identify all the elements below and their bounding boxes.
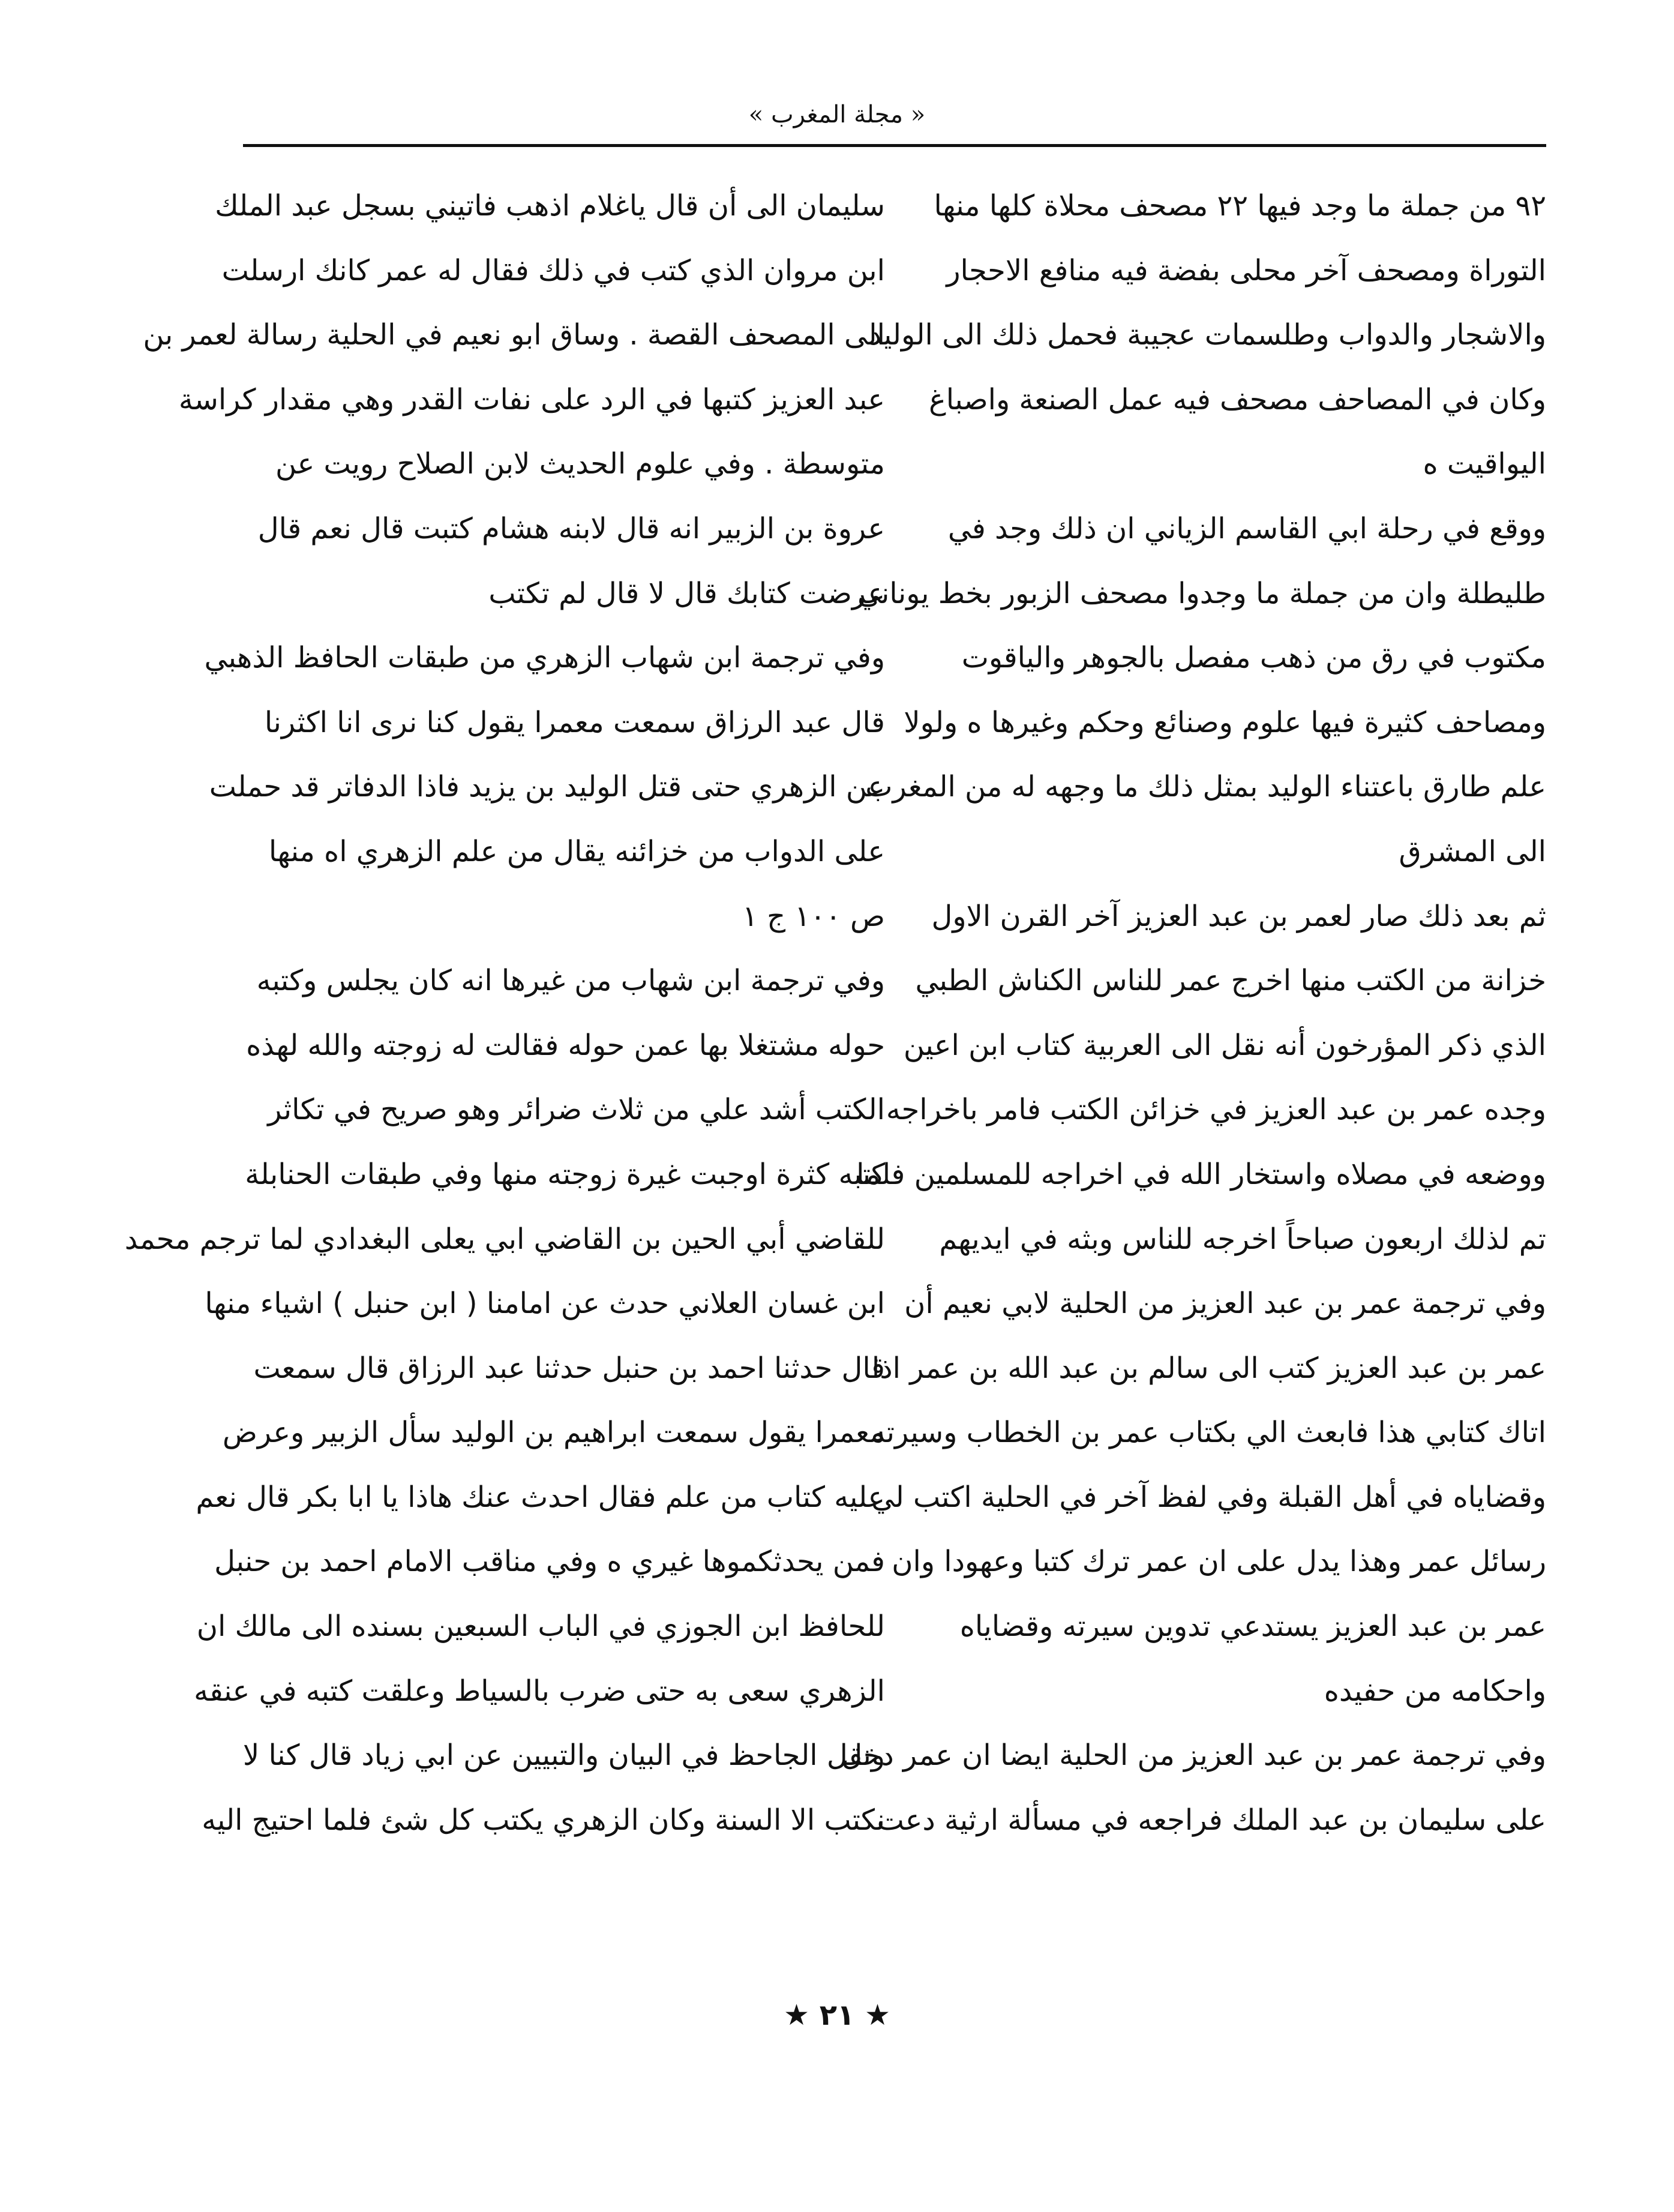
text-line: الكتب أشد علي من ثلاث ضرائر وهو صريح في تكاثر [268, 1093, 885, 1127]
text-line: اتاك كتابي هذا فابعث الي بكتاب عمر بن الخطاب وسيرته [871, 1416, 1546, 1450]
text-line: ٩٢ من جملة ما وجد فيها ٢٢ مصحف محلاة كلها منها [934, 189, 1546, 223]
text-line: عروة بن الزبير انه قال لابنه هشام كتبت قال نعم قال [257, 511, 885, 545]
text-line: الزهري سعى به حتى ضرب بالسياط وعلقت كتبه في عنقه [194, 1674, 885, 1708]
text-line: وكان في المصاحف مصحف فيه عمل الصنعة واصباغ [929, 382, 1546, 416]
text-line: خزانة من الكتب منها اخرج عمر للناس الكناش الطبي [915, 964, 1546, 998]
text-line: ص ١٠٠ ج ١ [742, 899, 885, 933]
text-line: ووقع في رحلة ابي القاسم الزياني ان ذلك وجد في [947, 511, 1546, 545]
text-line: على سليمان بن عبد الملك فراجعه في مسألة ارثية دعت [877, 1803, 1546, 1837]
page-number: ★ ٢١ ★ [783, 1998, 891, 2032]
text-line: عمر بن عبد العزيز يستدعي تدوين سيرته وقضاياه [959, 1609, 1546, 1644]
text-line: للقاضي أبي الحين بن القاضي ابي يعلى البغدادي لما ترجم محمد [124, 1222, 885, 1256]
right-text-column [841, 174, 1546, 1853]
text-line: ثم بعد ذلك صار لعمر بن عبد العزيز آخر القرن الاول [931, 899, 1546, 933]
text-line: قال عبد الرزاق سمعت معمرا يقول كنا نرى انا اكثرنا [264, 705, 885, 739]
text-line: وجده عمر بن عبد العزيز في خزائن الكتب فامر باخراجه [886, 1093, 1546, 1127]
running-header: « مجلة المغرب » [748, 101, 926, 128]
text-line: متوسطة . وفي علوم الحديث لابن الصلاح رويت عن [275, 447, 885, 481]
text-line: كتبه كثرة اوجبت غيرة زوجته منها وفي طبقات الحنابلة [245, 1157, 885, 1191]
text-line: علم طارق باعتناء الوليد بمثل ذلك ما وجهه له من المغرب [865, 770, 1546, 804]
text-line: ابن غسان العلاني حدث عن امامنا ( ابن حنبل ) اشياء منها [205, 1287, 885, 1321]
text-line: ابن مروان الذي كتب في ذلك فقال له عمر كانك ارسلت [221, 253, 885, 287]
text-line: طليطلة وان من جملة ما وجدوا مصحف الزبور بخط يوناني [857, 576, 1546, 610]
text-line: عرضت كتابك قال لا قال لم تكتب [488, 576, 885, 610]
text-line: رسائل عمر وهذا يدل على ان عمر ترك كتبا وعهودا وان [892, 1545, 1546, 1579]
text-line: اليواقيت ه [1423, 447, 1546, 481]
text-line: فمن يحدثكموها غيري ه وفي مناقب الامام احمد بن حنبل [214, 1545, 885, 1579]
text-line: الى المشرق [1399, 834, 1546, 868]
text-line: الذي ذكر المؤرخون أنه نقل الى العربية كتاب ابن اعين [903, 1028, 1546, 1062]
text-line: وفي ترجمة عمر بن عبد العزيز من الحلية ايضا ان عمر دخل [841, 1739, 1546, 1773]
text-line: ووضعه في مصلاه واستخار الله في اخراجه للمسلمين فلما [856, 1157, 1546, 1191]
text-line: عبد العزيز كتبها في الرد على نفات القدر وهي مقدار كراسة [178, 382, 885, 416]
header-rule [243, 144, 1546, 147]
text-line: ونقل الجاحظ في البيان والتبيين عن ابي زياد قال كنا لا [242, 1739, 885, 1773]
text-line: عن الزهري حتى قتل الوليد بن يزيد فاذا الدفاتر قد حملت [209, 770, 885, 804]
left-text-column [124, 174, 885, 1853]
text-line: قال حدثنا احمد بن حنبل حدثنا عبد الرزاق قال سمعت [253, 1351, 885, 1385]
text-line: والاشجار والدواب وطلسمات عجيبة فحمل ذلك الى الوليد [868, 318, 1546, 352]
text-line: وفي ترجمة ابن شهاب الزهري من طبقات الحافظ الذهبي [204, 641, 885, 675]
text-line: تم لذلك اربعون صباحاً اخرجه للناس وبثه في ايديهم [939, 1222, 1546, 1256]
text-line: للحافظ ابن الجوزي في الباب السبعين بسنده الى مالك ان [196, 1609, 885, 1644]
text-line: الى المصحف القصة . وساق ابو نعيم في الحلية رسالة لعمر بن [143, 318, 885, 352]
text-line: معمرا يقول سمعت ابراهيم بن الوليد سأل الزبير وعرض [222, 1416, 885, 1450]
text-line: عمر بن عبد العزيز كتب الى سالم بن عبد الله بن عمر اذا [871, 1351, 1546, 1385]
text-line: وفي ترجمة عمر بن عبد العزيز من الحلية لابي نعيم أن [904, 1287, 1546, 1321]
text-line: على الدواب من خزائنه يقال من علم الزهري اه منها [268, 834, 885, 868]
text-line: وقضاياه في أهل القبلة وفي لفظ آخر في الحلية اكتب لي [871, 1480, 1546, 1514]
text-line: واحكامه من حفيده [1324, 1674, 1546, 1708]
text-line: مكتوب في رق من ذهب مفصل بالجوهر والياقوت [961, 641, 1546, 675]
text-line: سليمان الى أن قال ياغلام اذهب فاتيني بسجل عبد الملك [215, 189, 885, 223]
text-line: حوله مشتغلا بها عمن حوله فقالت له زوجته والله لهذه [246, 1028, 885, 1062]
text-line: عليه كتاب من علم فقال احدث عنك هاذا يا ابا بكر قال نعم [196, 1480, 885, 1514]
text-line: التوراة ومصحف آخر محلى بفضة فيه منافع الاحجار [946, 253, 1546, 287]
text-line: وفي ترجمة ابن شهاب من غيرها انه كان يجلس وكتبه [256, 964, 885, 998]
text-line: ومصاحف كثيرة فيها علوم وصنائع وحكم وغيرها ه ولولا [904, 705, 1546, 739]
text-line: نكتب الا السنة وكان الزهري يكتب كل شئ فلما احتيج اليه [202, 1803, 885, 1837]
